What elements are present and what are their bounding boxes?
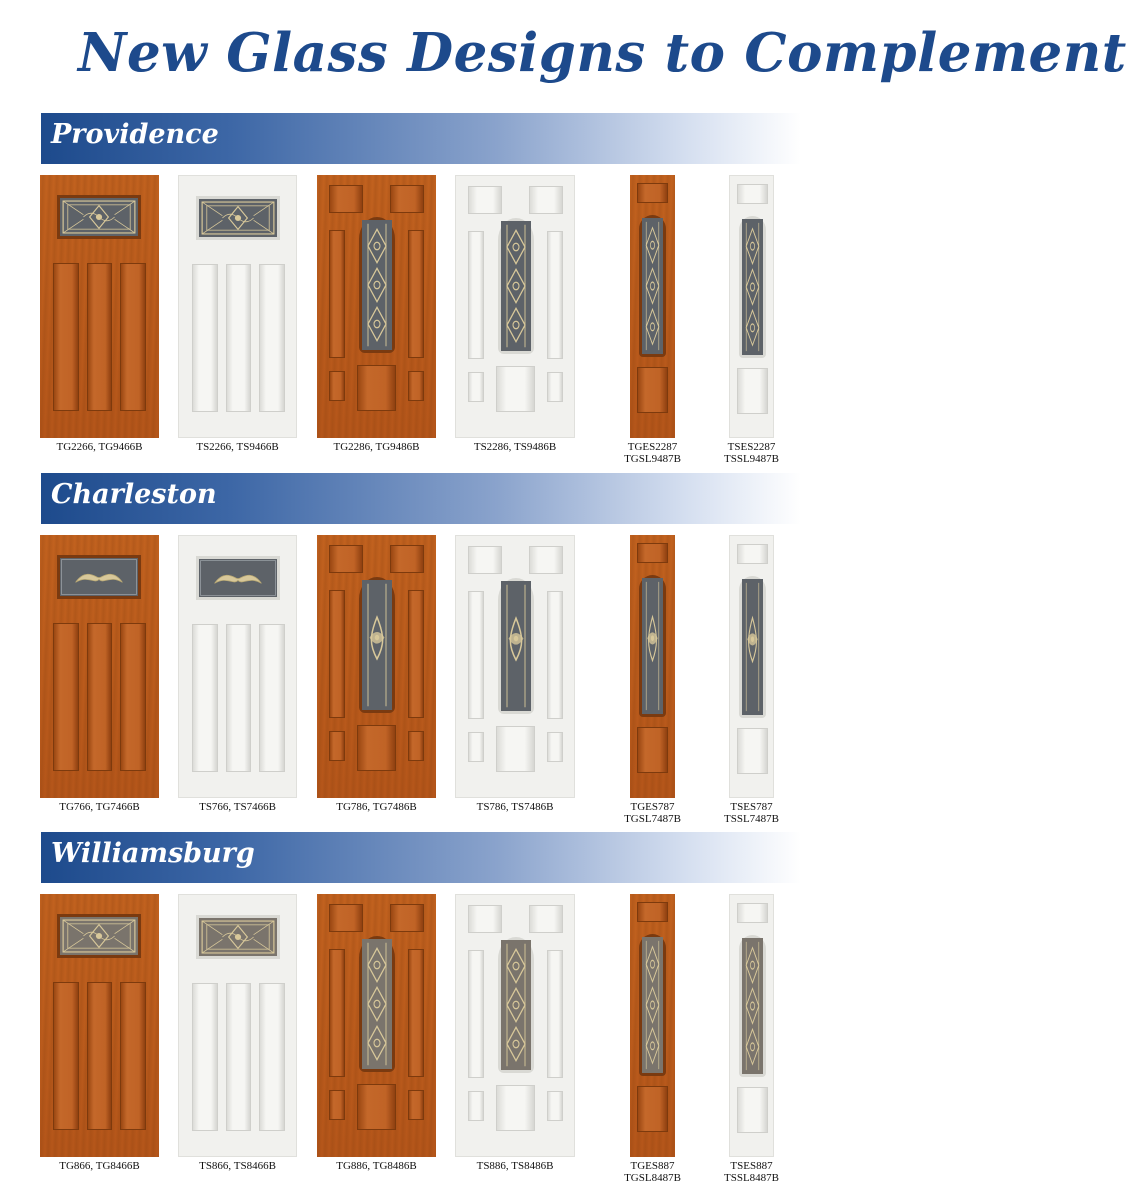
model-number: TGES887 (630, 1160, 675, 1172)
door (317, 894, 436, 1157)
glass-lite (639, 575, 666, 717)
door-panel (408, 371, 424, 401)
model-number-caption (35, 801, 165, 813)
door-panel (408, 731, 424, 761)
model-number-caption (35, 1160, 165, 1172)
door-panel (496, 726, 535, 772)
model-number-caption (450, 441, 580, 453)
door-panel (192, 264, 218, 412)
door-panel (357, 725, 396, 771)
door-panel (87, 623, 112, 771)
door-panel (547, 732, 563, 762)
page-title: New Glass Designs to Complement (78, 22, 1127, 84)
door-panel (547, 372, 563, 402)
model-number: TS766, TS7466B (199, 801, 276, 813)
door-panel (637, 543, 668, 563)
door-panel (737, 184, 768, 204)
door-panel (468, 546, 502, 574)
door-panel (390, 185, 424, 213)
sidelite (630, 894, 675, 1157)
door-panel (329, 230, 345, 358)
model-number: TS786, TS7486B (476, 801, 554, 813)
model-number: TGES787 (630, 801, 675, 813)
collection-title: Charleston (51, 479, 217, 510)
model-number: TG866, TG8466B (59, 1160, 140, 1172)
glass-lite (739, 216, 766, 358)
door-panel (329, 1090, 345, 1120)
door-panel (637, 367, 668, 413)
collection-title: Providence (51, 119, 219, 150)
door-panel (637, 183, 668, 203)
door-panel (468, 905, 502, 933)
sidelite (630, 535, 675, 798)
glass-lite (498, 937, 534, 1073)
model-number: TGES2287 (627, 441, 678, 453)
glass-lite (359, 577, 395, 713)
door-panel (468, 732, 484, 762)
door (317, 175, 436, 438)
collection-banner (41, 832, 801, 883)
glass-lite (739, 576, 766, 718)
door-panel (547, 950, 563, 1078)
model-number: TG886, TG8486B (336, 1160, 417, 1172)
door-panel (496, 366, 535, 412)
model-number: TSES787 (730, 801, 773, 813)
door-panel (53, 623, 79, 771)
model-number-caption (450, 801, 580, 813)
door-panel (547, 1091, 563, 1121)
door-panel (637, 727, 668, 773)
door (455, 535, 575, 798)
sidelite (729, 894, 774, 1157)
model-number: TS886, TS8486B (476, 1160, 554, 1172)
door (178, 894, 297, 1157)
collection-banner (41, 473, 801, 524)
sidelite (630, 175, 675, 438)
sidelite (729, 535, 774, 798)
door (40, 894, 159, 1157)
glass-lite (639, 215, 666, 357)
model-number: TG766, TG7466B (59, 801, 140, 813)
door-panel (390, 904, 424, 932)
door-panel (408, 1090, 424, 1120)
glass-lite (498, 578, 534, 714)
door-panel (468, 186, 502, 214)
glass-lite (359, 217, 395, 353)
door-panel (468, 591, 484, 719)
door-panel (468, 1091, 484, 1121)
door-panel (226, 624, 251, 772)
model-number-caption (173, 801, 303, 813)
door-panel (529, 186, 563, 214)
collection-banner (41, 113, 801, 164)
door-panel (468, 950, 484, 1078)
collection-title: Williamsburg (51, 838, 255, 869)
door-panel (737, 903, 768, 923)
door-panel (329, 904, 363, 932)
door-panel (87, 263, 112, 411)
door-panel (468, 372, 484, 402)
model-number: TSES887 (730, 1160, 773, 1172)
door-panel (637, 902, 668, 922)
door-panel (329, 185, 363, 213)
door-panel (737, 368, 768, 414)
model-number: TSES2287 (727, 441, 776, 453)
model-number: TG2266, TG9466B (56, 441, 143, 453)
model-number: TG2286, TG9486B (333, 441, 420, 453)
door-panel (259, 624, 285, 772)
model-number-caption (450, 1160, 580, 1172)
model-number: TSSL7487B (723, 813, 779, 825)
door-panel (408, 590, 424, 718)
door-panel (120, 982, 146, 1130)
door-panel (737, 544, 768, 564)
door-panel (529, 905, 563, 933)
glass-lite (196, 915, 280, 959)
door-panel (120, 263, 146, 411)
door-panel (329, 545, 363, 573)
door-panel (357, 365, 396, 411)
glass-lite (196, 556, 280, 600)
glass-lite (196, 196, 280, 240)
door-panel (357, 1084, 396, 1130)
door-panel (329, 371, 345, 401)
door (178, 535, 297, 798)
door-panel (53, 263, 79, 411)
glass-lite (57, 555, 141, 599)
model-number: TS866, TS8466B (199, 1160, 276, 1172)
door-panel (87, 982, 112, 1130)
glass-lite (57, 914, 141, 958)
door-panel (329, 590, 345, 718)
model-number: TGSL9487B (624, 453, 681, 465)
model-number-caption (173, 1160, 303, 1172)
model-number-caption (35, 441, 165, 453)
sidelite (729, 175, 774, 438)
door-panel (529, 546, 563, 574)
door-panel (53, 982, 79, 1130)
door-panel (390, 545, 424, 573)
door-panel (468, 231, 484, 359)
model-number: TS2266, TS9466B (196, 441, 279, 453)
glass-lite (359, 936, 395, 1072)
door (455, 175, 575, 438)
door-panel (547, 231, 563, 359)
door-panel (637, 1086, 668, 1132)
model-number-caption (687, 441, 817, 465)
model-number: TSSL9487B (723, 453, 779, 465)
door (40, 535, 159, 798)
door-panel (737, 1087, 768, 1133)
door-panel (226, 983, 251, 1131)
door-panel (408, 230, 424, 358)
glass-lite (639, 934, 666, 1076)
model-number-caption (312, 801, 442, 813)
door-panel (547, 591, 563, 719)
door-panel (329, 949, 345, 1077)
door-panel (496, 1085, 535, 1131)
model-number-caption (173, 441, 303, 453)
model-number-caption (687, 1160, 817, 1184)
model-number-caption (312, 1160, 442, 1172)
model-number: TS2286, TS9486B (473, 441, 557, 453)
model-number-caption (312, 441, 442, 453)
door-panel (408, 949, 424, 1077)
door-panel (192, 624, 218, 772)
model-number-caption (687, 801, 817, 825)
model-number: TG786, TG7486B (336, 801, 417, 813)
door-panel (192, 983, 218, 1131)
door-panel (737, 728, 768, 774)
model-number: TSSL8487B (723, 1172, 779, 1184)
door (40, 175, 159, 438)
door (317, 535, 436, 798)
glass-lite (739, 935, 766, 1077)
door (178, 175, 297, 438)
door (455, 894, 575, 1157)
door-panel (259, 264, 285, 412)
model-number: TGSL8487B (624, 1172, 681, 1184)
door-panel (226, 264, 251, 412)
door-panel (329, 731, 345, 761)
glass-lite (498, 218, 534, 354)
model-number: TGSL7487B (624, 813, 681, 825)
door-panel (120, 623, 146, 771)
door-panel (259, 983, 285, 1131)
glass-lite (57, 195, 141, 239)
